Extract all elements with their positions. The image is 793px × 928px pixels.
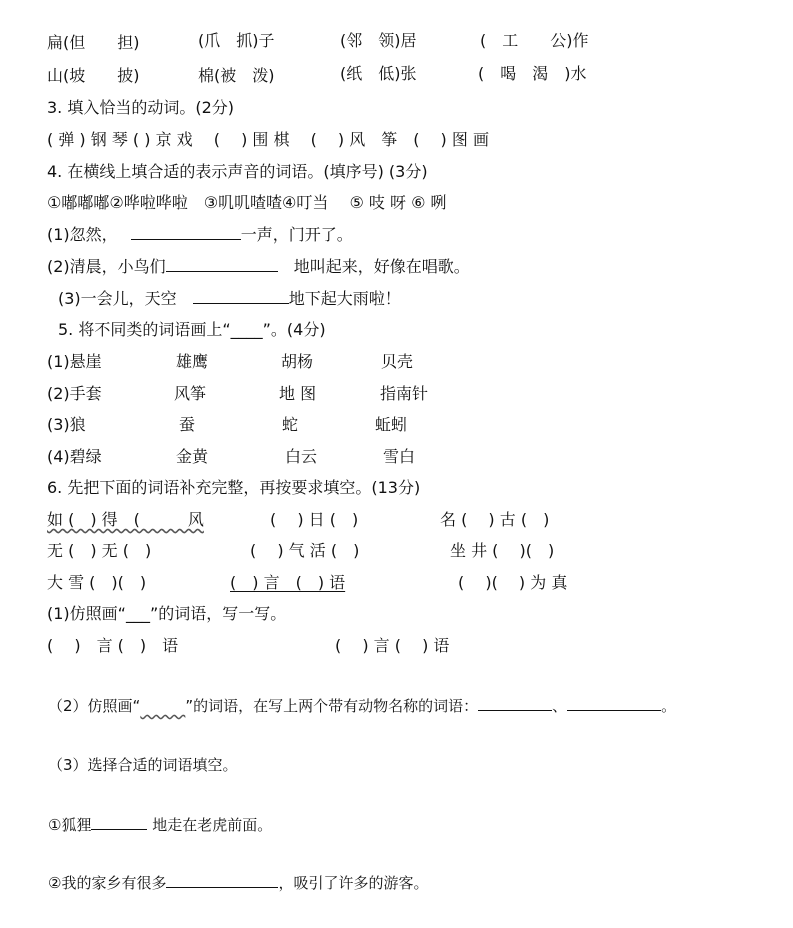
part-2-end: 。	[661, 697, 677, 715]
question-3-line: ( 弹 ) 钢 琴 ( ) 京 戏 ( ) 围 棋 ( ) 风 筝 ( ) 图 画	[47, 130, 489, 149]
word: 蛇	[282, 415, 299, 434]
part-3-prompt: （3）选择合适的词语填空。	[48, 756, 238, 774]
word: 金黄	[176, 447, 209, 466]
sentence-2-end: 地叫起来，好像在唱歌。	[293, 257, 470, 276]
part-1-answer-2: ( ) 言 ( ) 语	[335, 636, 450, 655]
word: 贝壳	[381, 352, 414, 371]
part-1-answer-1: ( ) 言 ( ) 语	[47, 636, 179, 655]
word: (4)碧绿	[47, 447, 102, 466]
fill-sentence-2-end: ，吸引了许多的游客。	[278, 874, 429, 892]
idiom-9: ( )( ) 为 真	[458, 573, 568, 592]
char-choice-7: (纸 低)张	[340, 64, 417, 83]
char-choice-6: 棉(被 泼)	[198, 66, 275, 85]
blank-line[interactable]	[193, 302, 289, 304]
char-choice-3: (邻 领)居	[340, 31, 417, 50]
idiom-8	[230, 573, 345, 593]
char-choice-5: 山(坡 披)	[47, 66, 140, 85]
part-2-prompt	[48, 696, 676, 716]
idiom-1	[47, 510, 204, 530]
word: (2)手套	[47, 384, 102, 403]
sentence-2	[47, 257, 470, 277]
word: 地 图	[279, 384, 317, 403]
question-4-title: 4. 在横线上填合适的表示声音的词语。(填序号) (3分)	[47, 162, 428, 181]
sentence-3-start: (3)一会儿，天空	[58, 289, 177, 308]
word: 指南针	[380, 384, 429, 403]
char-choice-8: ( 喝 渴 )水	[478, 64, 587, 83]
word: 胡杨	[281, 352, 314, 371]
word: 蚯蚓	[375, 415, 408, 434]
blank-line[interactable]	[131, 238, 241, 240]
sentence-2-start: (2)清晨，小鸟们	[47, 257, 166, 276]
idiom-2: ( ) 日 ( )	[270, 510, 359, 529]
word: (3)狼	[47, 415, 86, 434]
question-3-title: 3. 填入恰当的动词。(2分)	[47, 98, 235, 117]
question-5-title: 5. 将不同类的词语画上“____”。(4分)	[58, 320, 326, 339]
char-choice-4: ( 工 公)作	[480, 31, 589, 50]
sentence-1	[47, 225, 353, 245]
fill-sentence-2	[48, 873, 428, 893]
word: 雄鹰	[176, 352, 209, 371]
word: 白云	[285, 447, 318, 466]
blank-line[interactable]	[567, 709, 661, 711]
sentence-1-start: (1)忽然，	[47, 225, 110, 244]
idiom-3: 名 ( ) 古 ( )	[440, 510, 550, 529]
word: 蚕	[179, 415, 196, 434]
sentence-1-end: 一声，门开了。	[240, 225, 353, 244]
blank-line[interactable]	[166, 886, 278, 888]
word: 风筝	[174, 384, 207, 403]
blank-line[interactable]	[478, 709, 552, 711]
sentence-3-end: 地下起大雨啦！	[288, 289, 401, 308]
fill-sentence-1-end: 地走在老虎前面。	[147, 816, 273, 834]
char-choice-1: 扁(但 担)	[47, 33, 140, 52]
char-choice-2: (爪 抓)子	[198, 31, 275, 50]
fill-sentence-1-start: ①狐狸	[48, 816, 92, 834]
part-1-prompt: (1)仿照画“___”的词语，写一写。	[47, 604, 287, 623]
idiom-7: 大 雪 ( )( )	[47, 573, 147, 592]
idiom-5: ( ) 气 活 ( )	[250, 541, 360, 560]
question-6-title: 6. 先把下面的词语补充完整，再按要求填空。(13分)	[47, 478, 421, 497]
part-2-middle: ”的词语，在写上两个带有动物名称的词语：	[185, 697, 479, 715]
part-2-start: （2）仿照画“	[48, 697, 141, 715]
sound-options: ①嘟嘟嘟②哗啦哗啦 ③叽叽喳喳④叮当 ⑤ 吱 呀 ⑥ 咧	[47, 193, 447, 212]
sentence-3	[58, 289, 401, 309]
idiom-4: 无 ( ) 无 ( )	[47, 541, 152, 560]
word: 雪白	[383, 447, 416, 466]
idiom-6: 坐 井 ( )( )	[450, 541, 555, 560]
blank-line[interactable]	[166, 270, 278, 272]
separator: 、	[552, 697, 568, 715]
wavy-sample: ______	[140, 697, 186, 715]
underlined-idiom: ( ) 言 ( ) 语	[230, 573, 346, 592]
word: (1)悬崖	[47, 352, 102, 371]
blank-line[interactable]	[91, 828, 147, 830]
fill-sentence-2-start: ②我的家乡有很多	[48, 874, 167, 892]
fill-sentence-1	[48, 815, 272, 835]
wavy-underlined-idiom: 如 ( ) 得 ( 风	[47, 510, 204, 529]
